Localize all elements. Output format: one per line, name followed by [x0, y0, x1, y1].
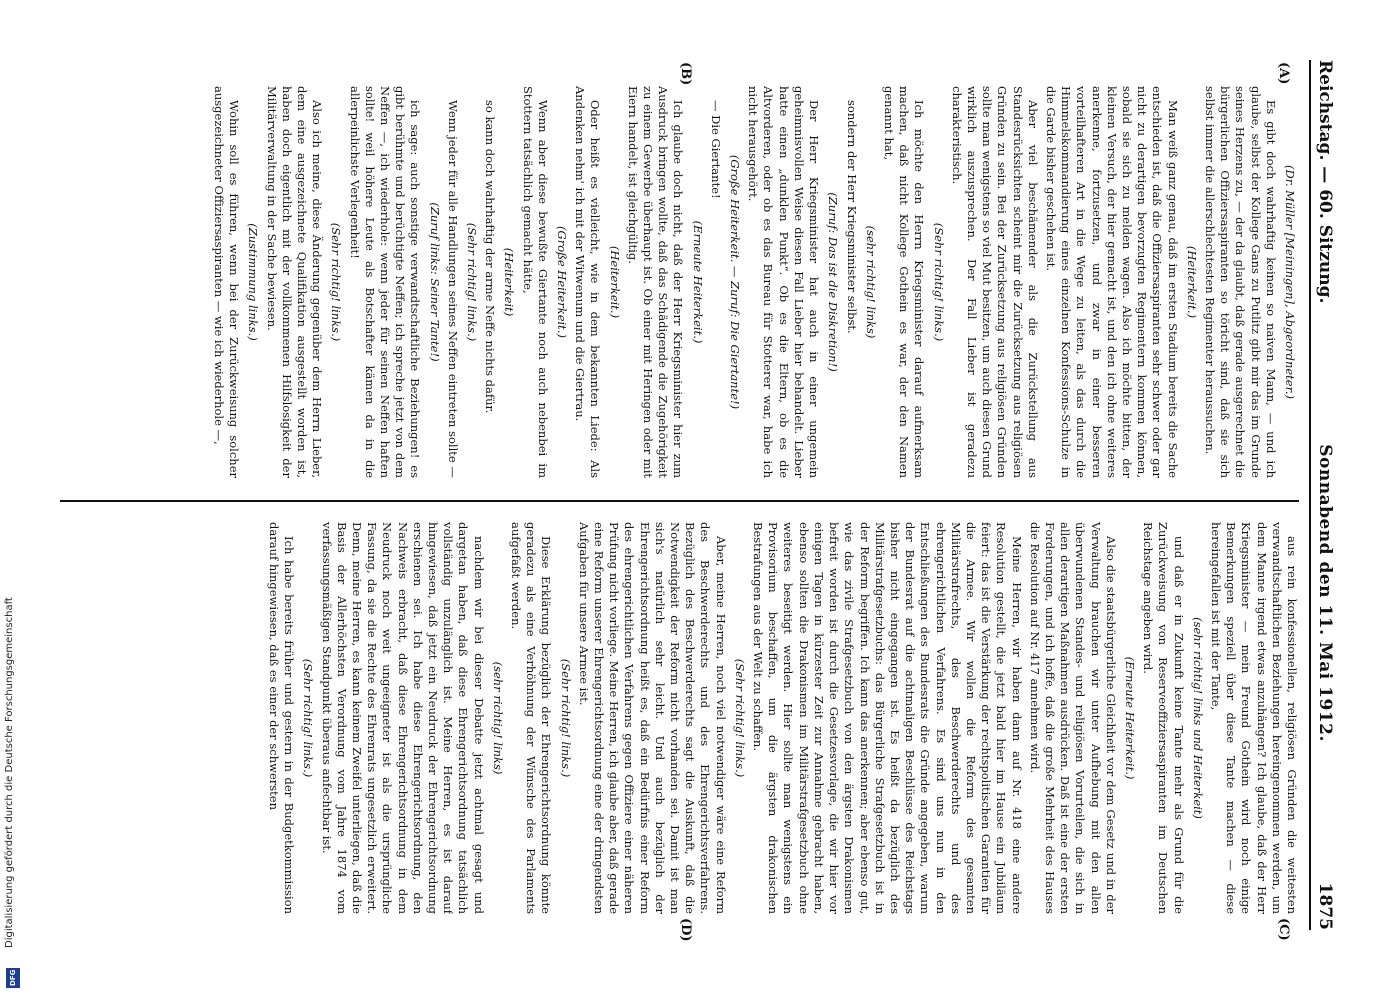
paragraph: nachdem wir bei dieser Debatte jetzt achtmal gesagt und dargetan haben, daß diese Ehrengerichtsordnung tatsächlich vollständig unzulänglich ist. Meine Herren, es ist darauf hingewiesen, daß jetzt ein Neudruck der Ehrengerichtsordnung erschienen sei. Ich habe diese Ehrengerichtsordnung, den Nachweis erbracht, daß diese Ehrengerichtsordnung in dem Neudruck noch weit ungeeigneter ist als die ursprüngliche Fassung, da sie die Rechte des Ehrenrats ungesetzlich erweitert. Denn, meine Herren, es kann keinem Zweifel unterliegen, daß die Basis der Allerhöchsten Verordnung vom Jahre 1874 vom verfassungsmäßigen Standpunkt überaus anfechtbar ist. — [319, 522, 486, 914]
paragraph: (Sehr richtig! links.) — [931, 222, 946, 342]
page-header — [1309, 60, 1343, 930]
paragraph: Aber, meine Herren, noch viel notwendiger wäre eine Reform des Beschwerderechts und des Ehrengerichtsverfahrens. Bezüglich des Beschwerderechts sagt die Auskunft, daß die Notwendigkeit der Reform nicht vorhanden sei. Damit ist man sich's natürlich sehr leicht. Und auch bezüglich der Ehrengerichtsordnung heißt es, daß ein Bedürfnis einer Reform des ehrengerichtlichen Verfahrens gegen Offiziere einer näheren Prüfung nicht vorliege. Meine Herren, ich glaube aber, daß gerade eine Reform unserer Ehrengerichtsordnung eine der dringendsten Aufgaben für unsere Armee ist. — [576, 522, 728, 914]
paragraph: und daß er in Zukunft keine Tante mehr als Grund für die Zurückweisung von Reserveoffiziersaspiranten im Deutschen Reichstage angeben wird. — [1141, 522, 1186, 914]
paragraph: (Zuruf: Das ist die Diskretion!) — [826, 192, 841, 372]
paragraph: (Erneute Heiterkeit.) — [1122, 656, 1137, 780]
paragraph: (Zustimmung links.) — [246, 223, 261, 341]
paragraph: Also ich meine, diese Änderung gegenüber dem Herrn Lieber, dem eine ausgezeichnete Qualifikation ausgestellt worden ist, haben doch eigentlich mit der vollkommenen Hilfslosigkeit der Militärverwaltung in der Sache bewiesen. — [264, 86, 325, 478]
column-divider — [60, 500, 1299, 502]
paragraph: so kann doch wahrhaftig der arme Neffe nichts dafür. — [483, 100, 498, 414]
paragraph: Diese Erklärung bezüglich der Ehrengerichtsordnung könnte geradezu als eine Verhöhnung der Wünsche des Parlaments aufgefaßt werden. — [509, 522, 554, 914]
digitization-sidebar — [4, 592, 22, 992]
paragraph: (Sehr richtig! links.) — [301, 658, 316, 778]
digitization-note: Digitalisierung gefördert durch die Deutsche Forschungsgemeinschaft — [4, 597, 15, 948]
page-number: 1875 — [1315, 882, 1335, 930]
paragraph: (Sehr richtig! links.) — [465, 222, 480, 342]
paragraph: (Große Heiterkeit.) — [555, 226, 570, 338]
paragraph: (Sehr richtig! links.) — [329, 222, 344, 342]
paragraph: — Die Giertante! — [708, 100, 723, 199]
paragraph: Wenn jeder für alle Handlungen seines Neffen eintreten sollte — — [445, 100, 460, 478]
left-text-column — [40, 86, 1299, 478]
paragraph: Es gibt doch wahrhaftig keinen so naiven Mann, — und ich glaube, selbst der Kollege Gans zu Putlitz gibt mir das im Grunde seines Herzens zu, — der da glaubt, daß gerade ausgerechnet die bürgerlichen Offiziersaspiranten so töricht sind, daß sie sich selbst immer die allerschlechtesten Regimenter heraussuchen. — [1202, 86, 1278, 478]
paragraph: Ich glaube doch nicht, daß der Herr Kriegsminister hier zum Ausdruck bringen wollte, daß das Schädigende die Zugehörigkeit zu einem Gewerbe überhaupt ist. Ob einer mit Heringen oder mit Eiern handelt, ist gleichgültig. — [625, 86, 686, 478]
margin-marker-d: (D) — [678, 918, 693, 942]
paragraph: (Dr. Müller [Meiningen], Abgeordneter.) — [1283, 165, 1297, 399]
paragraph: sondern der Herr Kriegsminister selbst. — [844, 100, 859, 334]
right-text-column — [40, 522, 1299, 914]
paragraph: (Heiterkeit.) — [607, 245, 622, 319]
header-left: Reichstag. — 60. Sitzung. — [1315, 60, 1335, 304]
paragraph: Der Herr Kriegsminister hat auch in einer ungemein geheimnisvollen Weise diesen Fall Lieber hier behandelt. Lieber hatte einen „dunklen Punkt“. Ob es die Eltern, ob es die Altvorderen, oder ob es das Bureau für Stotterer war, habe ich nicht herausgehört. — [746, 86, 822, 478]
paragraph: Also die staatsbürgerliche Gleichheit vor dem Gesetz und in der Verwaltung brauchen wir unter Aufhebung mit den allen überwundenen Standes- und religiösen Vorurteilen, die sich in allen derartigen Maßnahmen ausdrücken. Daß ist eine der ersten Forderungen, und ich hoffe, daß die große Mehrheit des Hauses die Resolution auf Nr. 417 annehmen wird. — [1027, 522, 1118, 914]
paragraph: (sehr richtig! links) — [863, 225, 878, 339]
paragraph: Man weiß ganz genau, daß im ersten Stadium bereits die Sache entschieden ist, daß die Offiziersaspiranten sehr schwer oder gar nicht zu derartigen bevorzugten Regimentern kommen können, sobald sie sich zu melden wagen. Also ich möchte bitten, der kleinen Versuch, der hier gemacht ist, und den ich ohne weiteres anerkenne, fortzusetzen, und zwar in einer besseren vorteilhafteren Art in die Wege zu leiten, als das durch die Himmelskommandierung eines einzelnen Konfessions-Schulze in die Garde bisher geschehen ist. — [1043, 86, 1180, 478]
paragraph: Ich habe bereits früher und gestern in der Budgetkommission darauf hingewiesen, daß es einer der schwersten — [267, 522, 297, 914]
paragraph: Wohin soll es führen, wenn bei der Zurückweisung solcher ausgezeichneter Offiziersaspiranten — wie ich wiederhole —, — [212, 86, 242, 478]
paragraph: (sehr richtig! links) — [490, 661, 505, 775]
paragraph: (Sehr richtig! links.) — [732, 658, 747, 778]
paragraph: (sehr richtig! links und Heiterkeit) — [1190, 617, 1205, 819]
paragraph: (Heiterkeit.) — [1184, 245, 1199, 319]
paragraph: (Heiterkeit) — [502, 247, 517, 317]
paragraph: (Große Heiterkeit. — Zuruf: Die Giertante!) — [728, 154, 743, 410]
paragraph: Ich möchte den Herrn Kriegsminister darauf aufmerksam machen, daß nicht Kollege Gothein es war, der den Namen genannt hat, — [881, 86, 927, 478]
header-date: Sonnabend den 11. Mai 1912. — [1315, 444, 1335, 742]
paragraph: (Erneute Heiterkeit.) — [690, 220, 705, 344]
margin-marker-c: (C) — [1276, 918, 1291, 941]
paragraph: Aber viel beschämender als die Zurückstellung aus Standesrücksichten scheint mir die Zurücksetzung aus religiösen Gründen zu sein. Bei der Zurücksetzung aus religiösen Gründen sollte man wenigstens so viel Mut besitzen, um auch diesen Grund wirklich auszusprechen. Der Fall Lieber ist geradezu charakteristisch. — [949, 86, 1040, 478]
dfg-logo: DFG — [6, 968, 20, 988]
paragraph: ich sage: auch sonstige verwandtschaftliche Beziehungen! es gibt berühmte und berüchtigte Neffen; ich spreche jetzt von dem Neffen —, ich wiederhole: wenn jeder für seinen Neffen haften sollte! weil höhere Leute als Botschafter kämen da in die allerpeinlichste Verlegenheit! — [347, 86, 423, 478]
paragraph: (Sehr richtig! links.) — [558, 658, 573, 778]
paragraph: Oder heißt es vielleicht, wie in dem bekannten Liede: Als Andenken nehm' ich mit der Witwenum und die Giertrau. — [573, 86, 603, 478]
paragraph: (Zuruf links: Seiner Tante!) — [427, 202, 442, 362]
margin-marker-a: (A) — [1276, 62, 1291, 85]
paragraph: aus rein konfessionellen, religiösen Gründen die weitesten verwandtschaftlichen Beziehungen hereingenommen werden, um dem Manne irgend etwas anzuhängen? Ich glaube, daß der Herr Kriegsminister — mein Freund Gothein wird noch einige Bemerkungen speziell über diese Tante machen — diese hereingefallen ist mit der Tante, — [1208, 522, 1299, 914]
paragraph: Wenn aber diese bewußte Giertante noch auch nebenbei im Stottern tatsächlich gemacht hätte, — [520, 86, 550, 478]
margin-marker-b: (B) — [678, 62, 693, 86]
paragraph: Meine Herren, wir haben dann auf Nr. 418 eine andere Resolution gestellt, die jetzt bald hier im Hause ein Jubiläum feiert: das ist die Verstärkung der rechtspolitischen Garantien für die Armee. Wir wollen die Reform des gesamten Militärstrafrechts, des Beschwerderechts und des ehrengerichtlichen Verfahrens. Es sind uns nun in den Entschließungen des Bundesrats die Gründe angegeben, warum der Bundesrat auf die achtmaligen Beschlüsse des Reichstags bisher nicht eingegangen ist. Es heißt da bezüglich des Militärstrafgesetzbuchs: das Bürgerliche Strafgesetzbuch ist in der Reform begriffen. Ich kann das anerkennen; aber ebenso gut, wie das zivile Strafgesetzbuch von den ärgsten Drakonismen befreit worden ist durch die Gesetzesvorlage, die wir hier vor einigen Tagen in kürzester Zeit zur Annahme gebracht haben, ebenso sollten die Drakonismen im Militärstrafgesetzbuch ohne weiteres beseitigt werden. Hier sollte man wenigstens ein Provisorium beschaffen, um die ärgsten drakonischen Bestrafungen aus der Welt zu schaffen. — [751, 522, 1024, 914]
